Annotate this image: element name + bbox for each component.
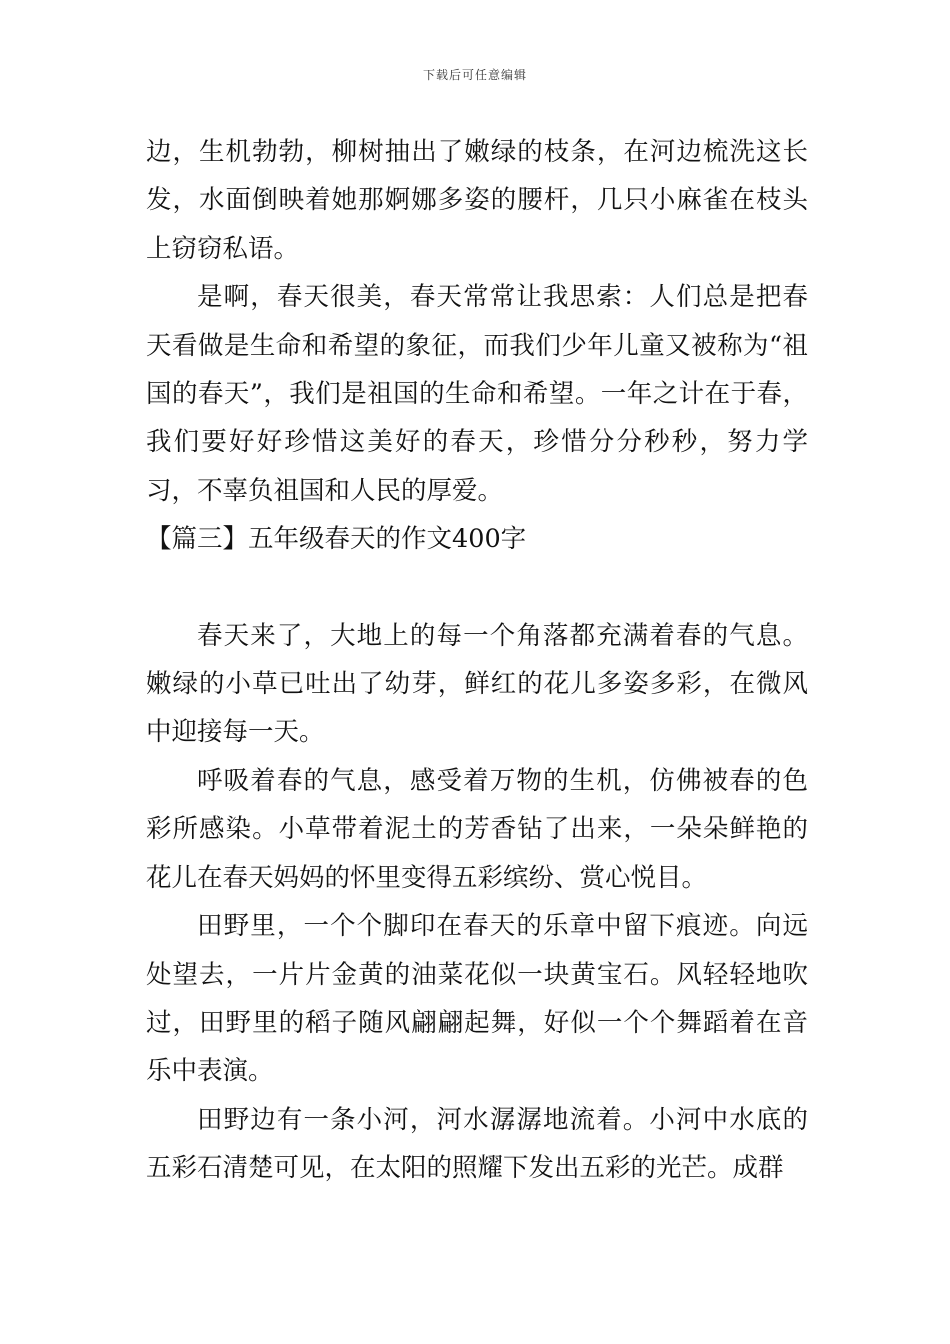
paragraph: 春天来了，大地上的每一个角落都充满着春的气息。嫩绿的小草已吐出了幼芽，鲜红的花儿多姿多彩，在微风中迎接每一天。 [146,620,808,748]
blank-line [146,564,808,612]
document-body [146,128,808,1193]
page-header: 下载后可任意编辑 [422,68,527,82]
paragraph: 呼吸着春的气息，感受着万物的生机，仿佛被春的色彩所感染。小草带着泥土的芳香钻了出来，一朵朵鲜艳的花儿在春天妈妈的怀里变得五彩缤纷、赏心悦目。 [146,765,808,893]
section-heading: 【篇三】五年级春天的作文400字 [146,524,527,555]
paragraph: 是啊，春天很美，春天常常让我思索：人们总是把春天看做是生命和希望的象征，而我们少年儿童又被称为“祖国的春天”，我们是祖国的生命和希望。一年之计在于春，我们要好好珍惜这美好的春天，珍惜分分秒秒，努力学习，不辜负祖国和人民的厚爱。 [146,282,808,506]
paragraph: 边，生机勃勃，柳树抽出了嫩绿的枝条，在河边梳洗这长发，水面倒映着她那婀娜多姿的腰杆，几只小麻雀在枝头上窃窃私语。 [146,137,808,264]
paragraph: 田野里，一个个脚印在春天的乐章中留下痕迹。向远处望去，一片片金黄的油菜花似一块黄宝石。风轻轻地吹过，田野里的稻子随风翩翩起舞，好似一个个舞蹈着在音乐中表演。 [146,911,808,1087]
paragraph: 田野边有一条小河，河水潺潺地流着。小河中水底的五彩石清楚可见，在太阳的照耀下发出五彩的光芒。成群 [146,1104,808,1184]
